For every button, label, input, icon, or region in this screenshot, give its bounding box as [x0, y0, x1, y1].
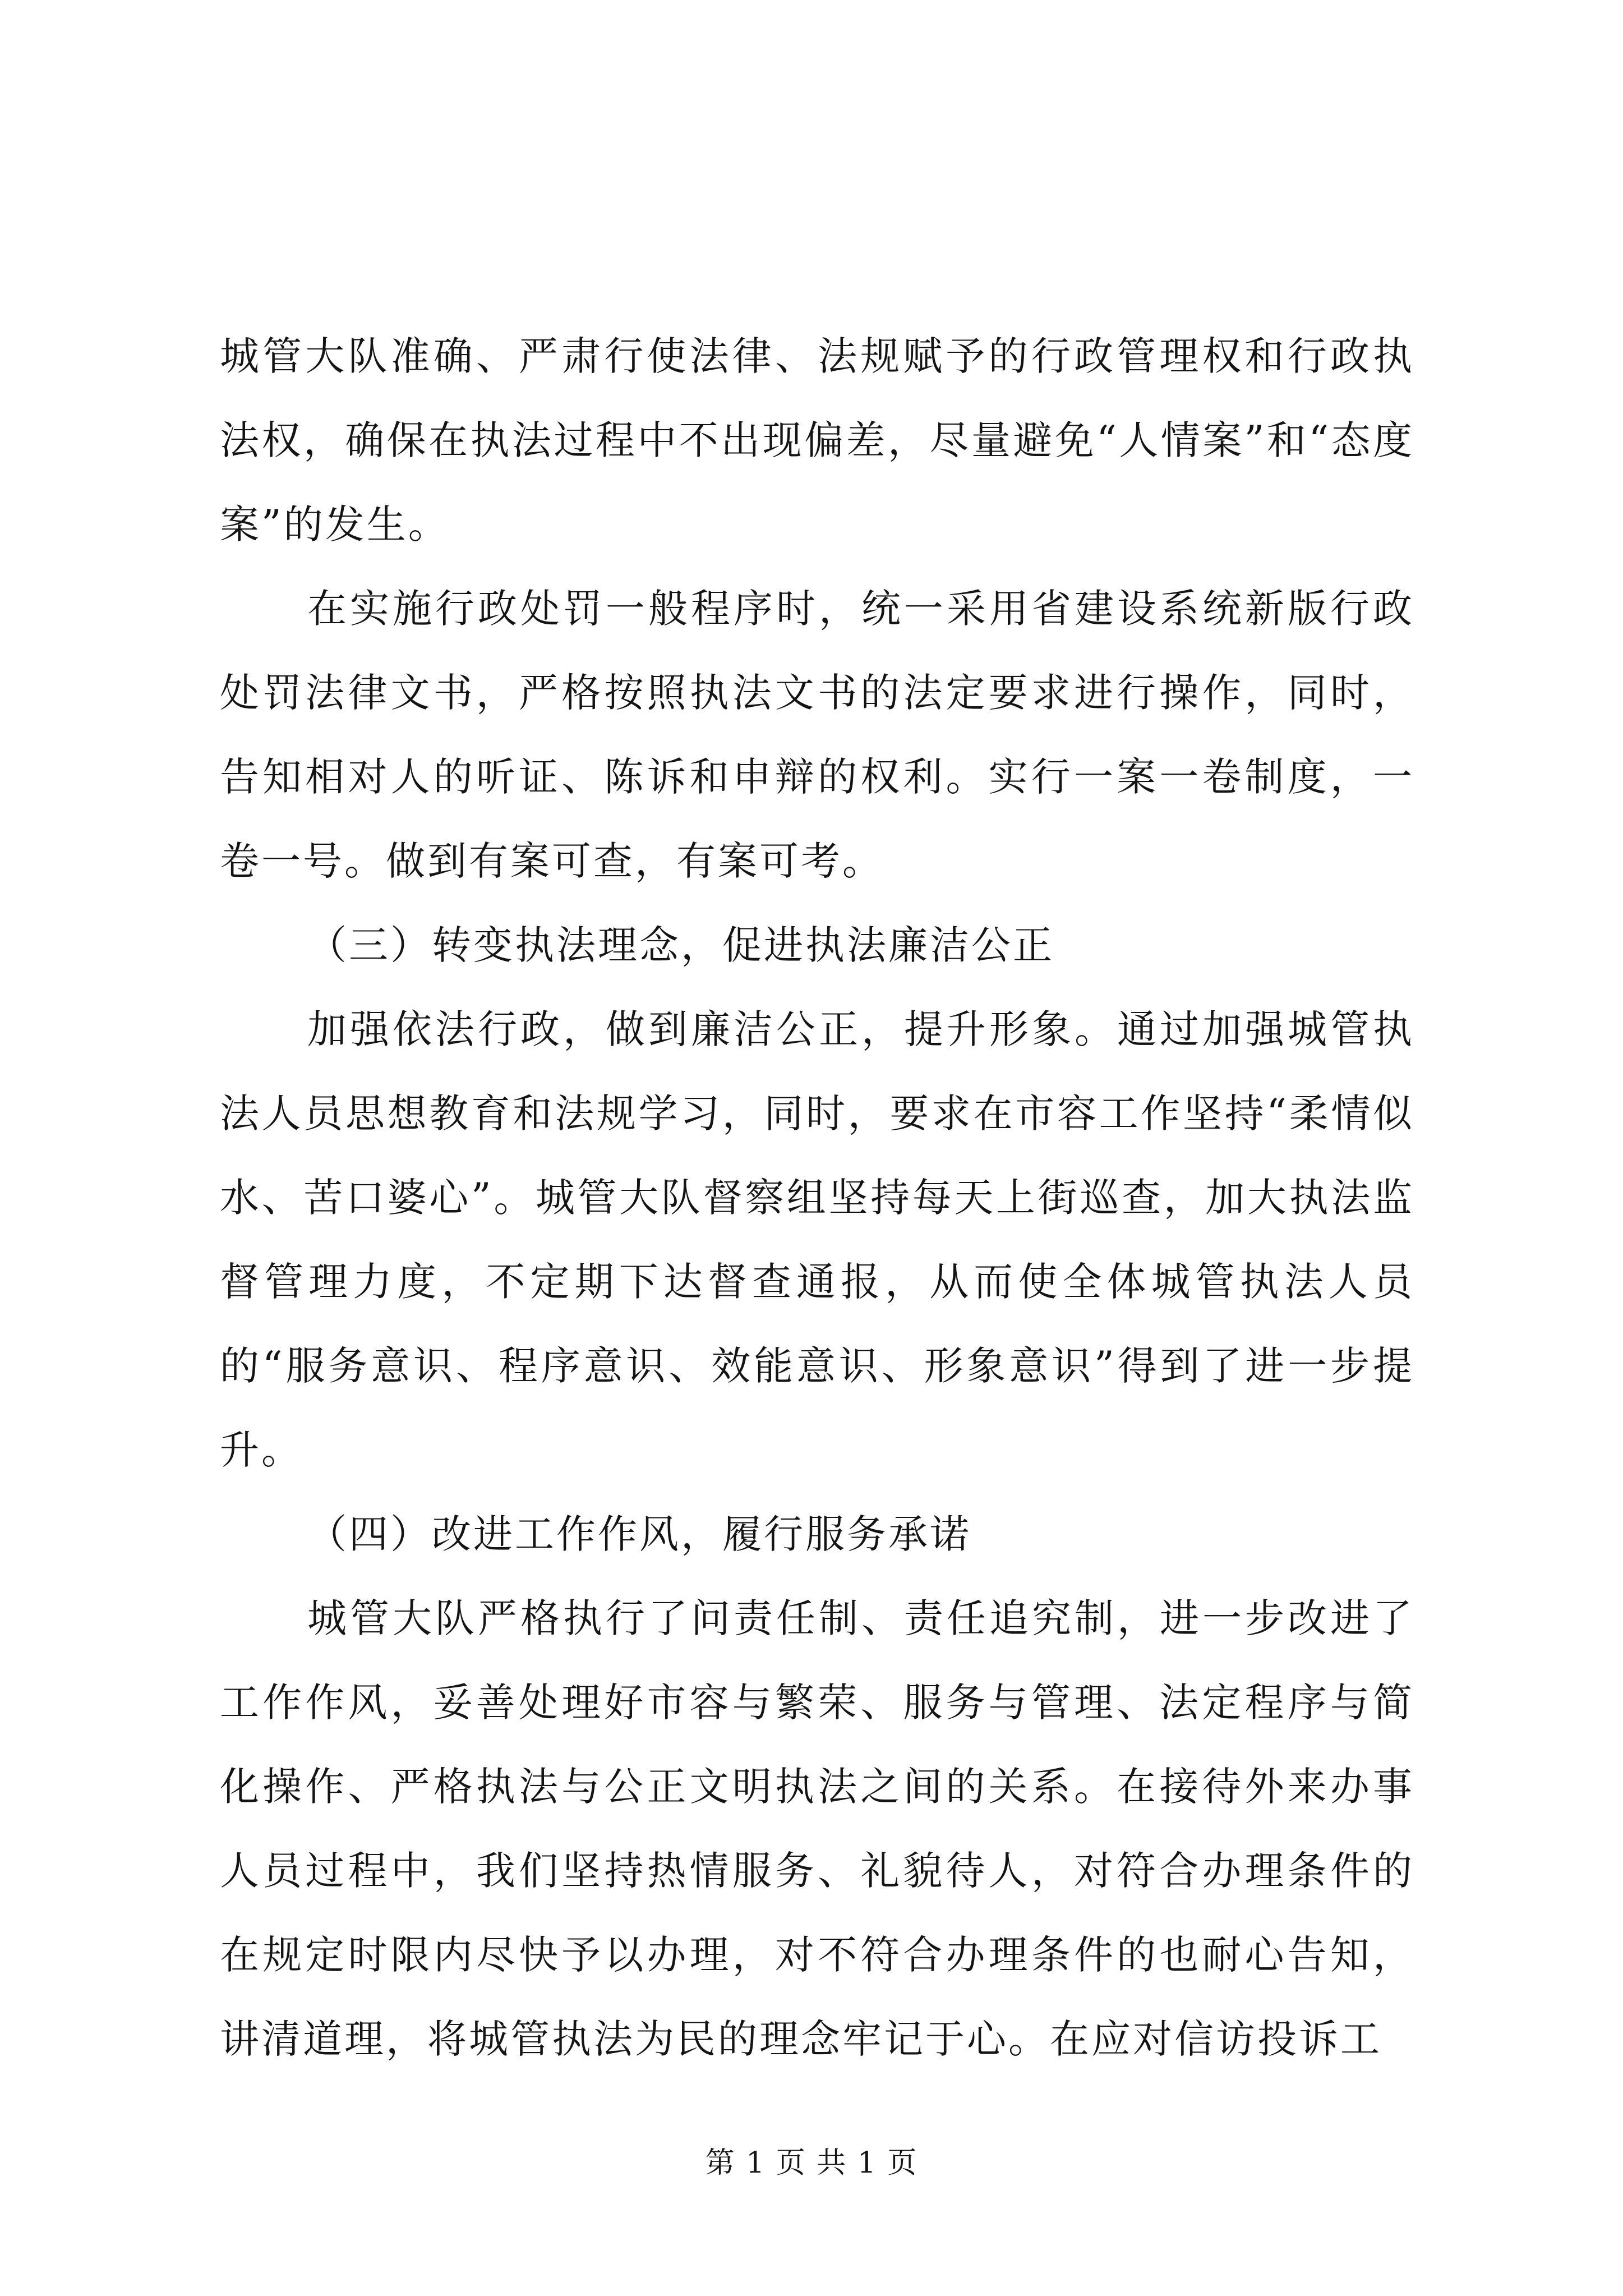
- section-heading-3: （三）转变执法理念，促进执法廉洁公正: [307, 922, 1054, 968]
- paragraph-integrity: 加强依法行政，做到廉洁公正，提升形象。通过加强城管执法人员思想教育和法规学习，同时，要求在市容工作坚持“柔情似水、苦口婆心”。城管大队督察组坚持每天上街巡查，加大执法监督管理力度，不定期下达督查通报，从而使全体城管执法人员的“服务意识、程序意识、效能意识、形象意识”得到了进一步提升。: [220, 1006, 1414, 1473]
- page-footer: 第 1 页 共 1 页: [705, 2146, 918, 2180]
- paragraph-continuation: 城管大队准确、严肃行使法律、法规赋予的行政管理权和行政执法权，确保在执法过程中不出现偏差，尽量避免“人情案”和“态度案”的发生。: [220, 333, 1414, 547]
- document-body: [220, 314, 1414, 2081]
- paragraph-work-style: 城管大队严格执行了问责任制、责任追究制，进一步改进了工作作风，妥善处理好市容与繁荣、服务与管理、法定程序与简化操作、严格执法与公正文明执法之间的关系。在接待外来办事人员过程中，我们坚持热情服务、礼貌待人，对符合办理条件的在规定时限内尽快予以办理，对不符合办理条件的也耐心告知，讲清道理，将城管执法为民的理念牢记于心。在应对信访投诉工: [220, 1595, 1414, 2062]
- paragraph-penalty-procedure: 在实施行政处罚一般程序时，统一采用省建设系统新版行政处罚法律文书，严格按照执法文书的法定要求进行操作，同时，告知相对人的听证、陈诉和申辩的权利。实行一案一卷制度，一卷一号。做到有案可查，有案可考。: [220, 586, 1414, 884]
- section-heading-4: （四）改进工作作风，履行服务承诺: [307, 1511, 971, 1557]
